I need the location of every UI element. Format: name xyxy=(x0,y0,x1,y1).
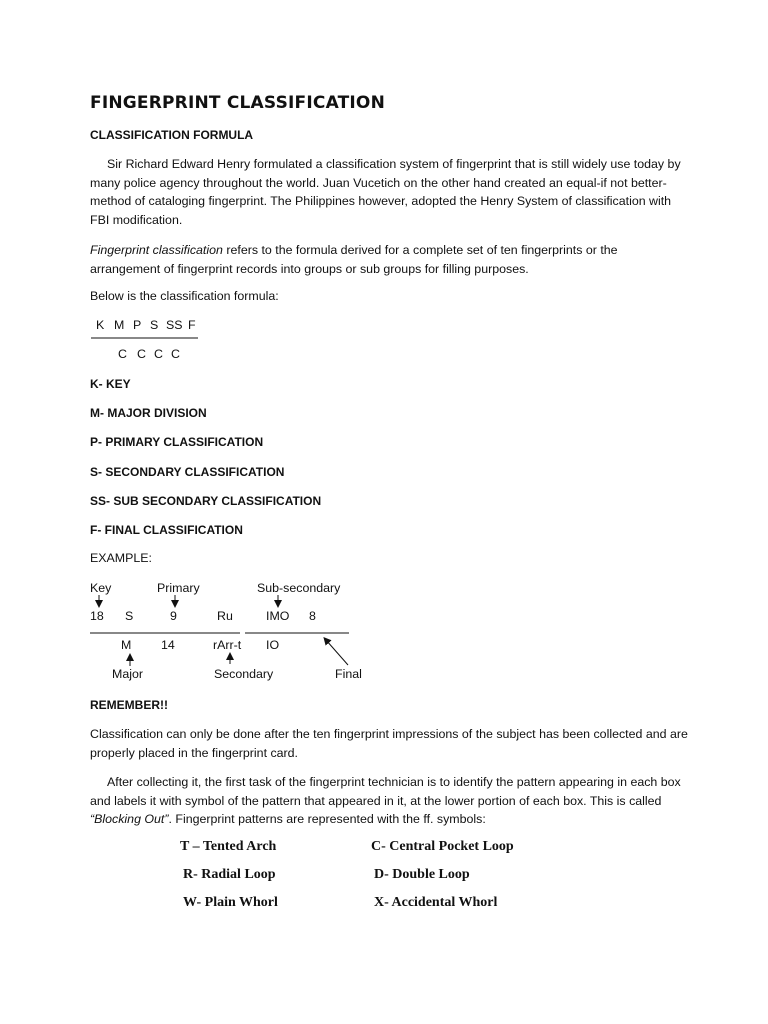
requirement-paragraph xyxy=(90,725,690,762)
symbol-double-loop: D- Double Loop xyxy=(374,867,470,882)
legend-primary: P- PRIMARY CLASSIFICATION xyxy=(90,435,264,449)
formula-f: F xyxy=(188,318,196,332)
legend-major: M- MAJOR DIVISION xyxy=(90,406,207,420)
example-value-ru: Ru xyxy=(217,609,233,623)
example-value-imo: IMO xyxy=(266,609,290,623)
example-label-final: Final xyxy=(335,667,362,681)
example-value-io: IO xyxy=(266,638,280,652)
blocking-out-paragraph xyxy=(90,773,690,829)
example-label-key: Key xyxy=(90,581,112,595)
blocking-out-text-a: After collecting it, the first task of the fingerprint technician is to identify the pattern appearing in each box and labels it with symbol of the pattern that appeared in it, at the lower portion of each box. This is called xyxy=(90,775,681,808)
intro-text: Sir Richard Edward Henry formulated a classification system of fingerprint that is still widely use today by many police agency throughout the world. Juan Vucetich on the other hand created an equal-if not better- method of cataloging fingerprint. The Philippines however, adopted the Henry System of classification with FBI modification. xyxy=(90,157,681,227)
legend-subsecondary: SS- SUB SECONDARY CLASSIFICATION xyxy=(90,494,322,508)
requirement-text: Classification can only be done after the ten fingerprint impressions of the subject has been collected and are properly placed in the fingerprint card. xyxy=(90,727,688,760)
formula-c3: C xyxy=(154,347,163,361)
legend-final: F- FINAL CLASSIFICATION xyxy=(90,523,243,537)
symbol-central-pocket-loop: C- Central Pocket Loop xyxy=(371,839,514,854)
example-value-key: 18 xyxy=(90,609,104,623)
example-value-14: 14 xyxy=(161,638,175,652)
formula-c4: C xyxy=(171,347,180,361)
formula-c2: C xyxy=(137,347,146,361)
symbol-plain-whorl: W- Plain Whorl xyxy=(183,895,278,910)
remember-heading: REMEMBER!! xyxy=(90,698,168,712)
symbol-radial-loop: R- Radial Loop xyxy=(183,867,276,882)
example-value-s: S xyxy=(125,609,134,623)
page-title: FINGERPRINT CLASSIFICATION xyxy=(90,93,386,113)
blocking-out-term: “Blocking Out” xyxy=(90,812,169,826)
formula-ss: SS xyxy=(166,318,183,332)
symbol-tented-arch: T – Tented Arch xyxy=(180,839,277,854)
final-arrow xyxy=(326,640,348,665)
definition-term: Fingerprint classification xyxy=(90,243,223,257)
example-label-primary: Primary xyxy=(157,581,200,595)
example-label: EXAMPLE: xyxy=(90,551,152,565)
example-value-primary: 9 xyxy=(170,609,177,623)
legend-secondary: S- SECONDARY CLASSIFICATION xyxy=(90,465,285,479)
example-value-final: 8 xyxy=(309,609,316,623)
blocking-out-text-b: . Fingerprint patterns are represented with the ff. symbols: xyxy=(168,812,486,826)
definition-text: refers to the formula derived for a complete set of ten fingerprints or the arrangement of fingerprint records into groups or sub groups for filling purposes. xyxy=(90,243,618,276)
section-heading: CLASSIFICATION FORMULA xyxy=(90,128,254,142)
example-label-subsecondary: Sub-secondary xyxy=(257,581,341,595)
example-value-secondary: rArr-t xyxy=(213,638,242,652)
formula-m: M xyxy=(114,318,125,332)
formula-c1: C xyxy=(118,347,127,361)
formula-p: P xyxy=(133,318,142,332)
formula-intro: Below is the classification formula: xyxy=(90,289,279,303)
legend-key: K- KEY xyxy=(90,377,131,391)
example-label-secondary: Secondary xyxy=(214,667,274,681)
formula-k: K xyxy=(96,318,105,332)
example-label-major: Major xyxy=(112,667,143,681)
example-value-major: M xyxy=(121,638,132,652)
symbol-accidental-whorl: X- Accidental Whorl xyxy=(374,895,498,910)
formula-s: S xyxy=(150,318,159,332)
